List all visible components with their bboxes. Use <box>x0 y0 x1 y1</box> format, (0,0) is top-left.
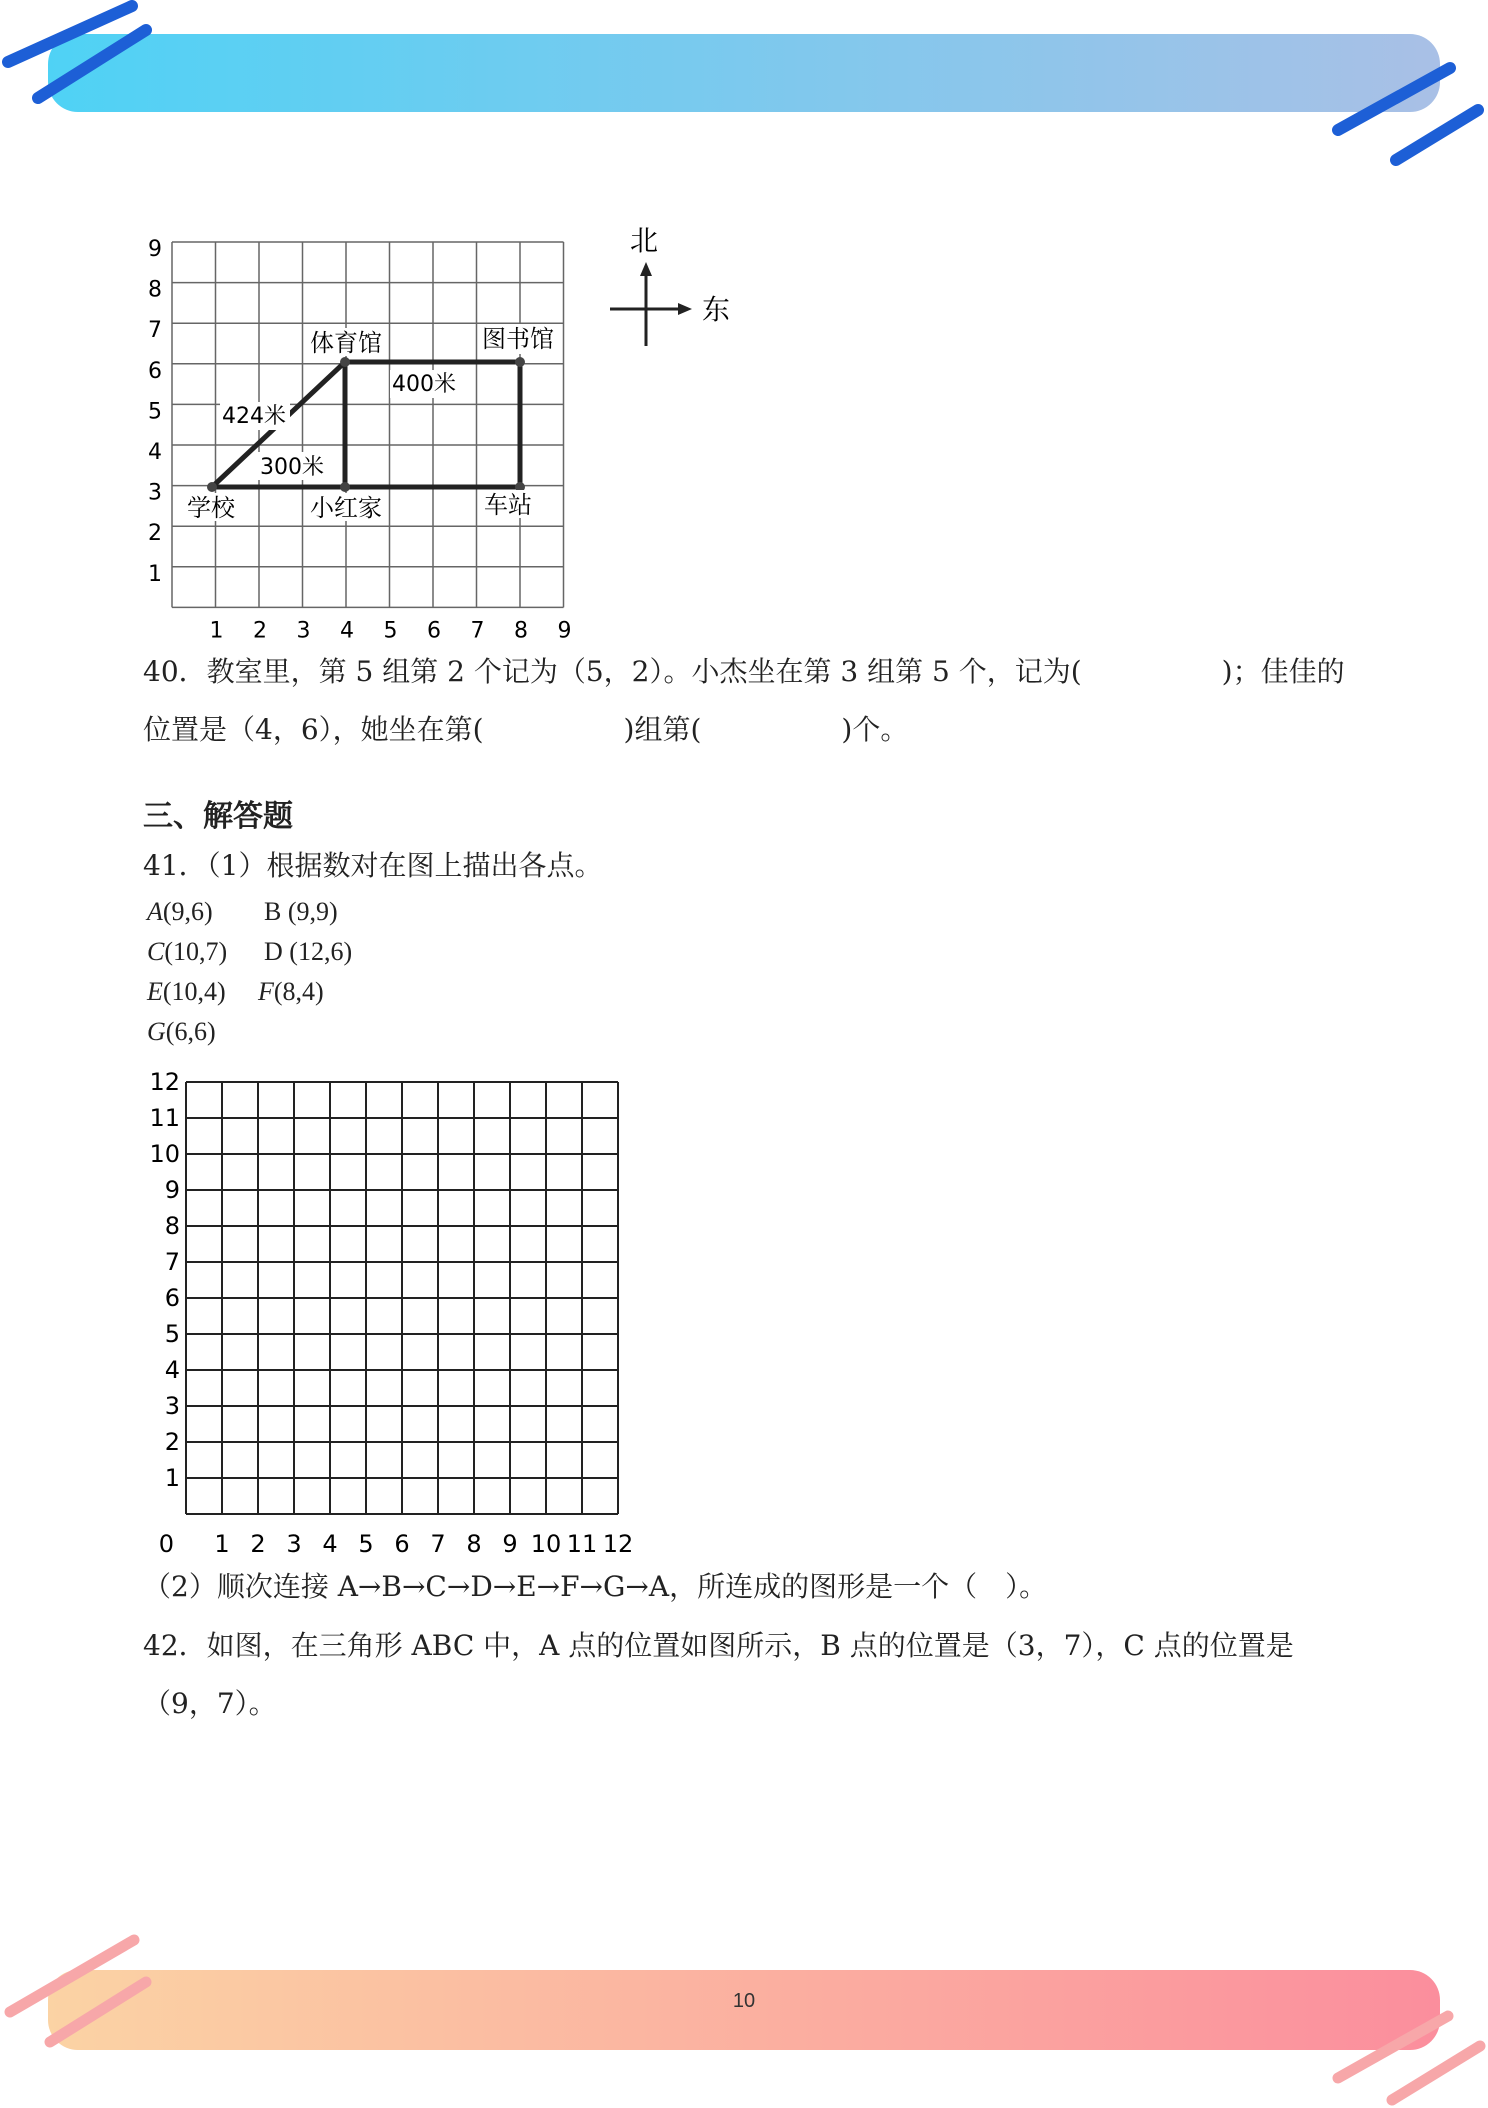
point-c-name: C <box>147 937 165 966</box>
grid-x-tick: 7 <box>430 1530 446 1558</box>
point-d <box>264 935 352 969</box>
map-x-tick: 8 <box>514 618 528 644</box>
header-decoration <box>0 0 1488 180</box>
page-number: 10 <box>732 1990 756 2012</box>
map-x-tick: 6 <box>427 618 441 644</box>
q42-line2: （9，7）。 <box>143 1687 277 1720</box>
grid-lines <box>186 1082 618 1514</box>
point-c-coord: (10,7) <box>164 937 228 966</box>
grid-y-tick: 6 <box>164 1284 180 1312</box>
map-x-tick: 4 <box>340 618 354 644</box>
point-c <box>147 935 227 969</box>
point-e-coord: (10,4) <box>162 977 226 1006</box>
grid-y-tick: 4 <box>164 1356 180 1384</box>
grid-x-tick: 11 <box>566 1530 598 1558</box>
grid-y-tick: 8 <box>164 1212 180 1240</box>
grid-y-tick: 7 <box>164 1248 180 1276</box>
grid-x-tick: 4 <box>322 1530 338 1558</box>
grid-x-tick: 8 <box>466 1530 482 1558</box>
compass-east-label: 东 <box>702 293 731 326</box>
grid-y-tick: 11 <box>149 1104 180 1132</box>
map-x-tick: 2 <box>253 618 267 644</box>
coordinate-grid <box>140 1060 680 1560</box>
grid-x-tick: 9 <box>502 1530 518 1558</box>
school-gym-distance: 424米 <box>222 404 286 429</box>
school-label: 学校 <box>187 494 235 522</box>
point-f-name: F <box>258 977 274 1006</box>
grid-x-tick: 2 <box>250 1530 266 1558</box>
compass-north-label: 北 <box>630 224 659 257</box>
q40-line1: 40．教室里，第 5 组第 2 个记为（5，2）。小杰坐在第 3 组第 5 个，记为( )；佳佳的 <box>143 655 1345 688</box>
grid-y-tick: 2 <box>164 1428 180 1456</box>
map-y-tick: 1 <box>148 561 162 587</box>
q42-line1: 42．如图，在三角形 ABC 中，A 点的位置如图所示，B 点的位置是（3，7），C 点的位置是 <box>143 1629 1294 1662</box>
point-g-name: G <box>147 1017 166 1046</box>
point-g <box>147 1015 216 1049</box>
grid-x-tick: 0 <box>158 1530 174 1558</box>
point-e <box>147 975 226 1009</box>
point-d-name: D <box>264 937 283 966</box>
section-heading: 三、解答题 <box>143 799 293 834</box>
map-y-tick: 5 <box>148 399 162 425</box>
point-d-coord: (12,6) <box>282 937 353 966</box>
point-b-name: B <box>264 897 282 926</box>
point-a-name: A <box>147 897 163 926</box>
grid-y-tick: 3 <box>164 1392 180 1420</box>
map-figure <box>140 220 760 644</box>
map-x-tick: 5 <box>383 618 398 644</box>
station-label: 车站 <box>484 491 532 519</box>
q41-part2: （2）顺次连接 A→B→C→D→E→F→G→A，所连成的图形是一个（ ）。 <box>143 1570 1048 1603</box>
school-point <box>207 482 217 492</box>
point-a <box>147 895 213 929</box>
gym-point <box>340 357 350 367</box>
header-band <box>0 0 1488 180</box>
point-f-coord: (8,4) <box>273 977 324 1006</box>
library-label: 图书馆 <box>482 325 554 353</box>
compass <box>610 224 730 346</box>
map-y-tick: 2 <box>148 521 162 547</box>
point-b <box>264 895 338 929</box>
home-label: 小红家 <box>310 494 382 522</box>
q41-intro: 41．（1）根据数对在图上描出各点。 <box>143 849 603 882</box>
map-labels <box>184 324 562 522</box>
grid-y-tick: 5 <box>164 1320 180 1348</box>
grid-x-tick: 3 <box>286 1530 302 1558</box>
grid-x-labels <box>159 1530 634 1558</box>
grid-x-tick: 12 <box>602 1530 634 1558</box>
gym-label: 体育馆 <box>310 329 382 357</box>
point-e-name: E <box>147 977 163 1006</box>
home-point <box>340 482 350 492</box>
library-point <box>515 357 525 367</box>
map-y-tick: 7 <box>148 318 162 344</box>
grid-y-tick: 12 <box>149 1068 180 1096</box>
point-b-coord: (9,9) <box>281 897 338 926</box>
map-x-tick: 7 <box>470 618 485 644</box>
q40-line2: 位置是（4，6），她坐在第( )组第( )个。 <box>143 713 909 746</box>
map-y-tick: 4 <box>148 440 162 465</box>
grid-y-labels <box>149 1068 180 1492</box>
map-figure-svg <box>140 220 760 644</box>
map-grid <box>148 237 572 643</box>
grid-y-tick: 10 <box>149 1140 180 1168</box>
gym-library-distance: 400米 <box>392 372 456 397</box>
grid-y-tick: 1 <box>164 1464 180 1492</box>
point-g-coord: (6,6) <box>165 1017 216 1046</box>
point-a-coord: (9,6) <box>162 897 213 926</box>
map-x-tick: 3 <box>296 618 311 644</box>
map-y-tick: 3 <box>148 480 162 506</box>
grid-x-tick: 1 <box>214 1530 230 1558</box>
map-y-tick: 9 <box>148 237 162 262</box>
point-f <box>258 975 324 1009</box>
map-y-tick: 8 <box>148 277 162 303</box>
grid-x-tick: 10 <box>530 1530 562 1558</box>
grid-y-tick: 9 <box>164 1176 180 1204</box>
grid-x-tick: 5 <box>358 1530 374 1558</box>
map-x-tick: 9 <box>557 618 572 644</box>
map-y-tick: 6 <box>148 358 162 384</box>
grid-x-tick: 6 <box>394 1530 410 1558</box>
school-home-distance: 300米 <box>260 455 324 480</box>
map-x-tick: 1 <box>209 618 224 644</box>
coordinate-grid-svg <box>140 1060 680 1560</box>
